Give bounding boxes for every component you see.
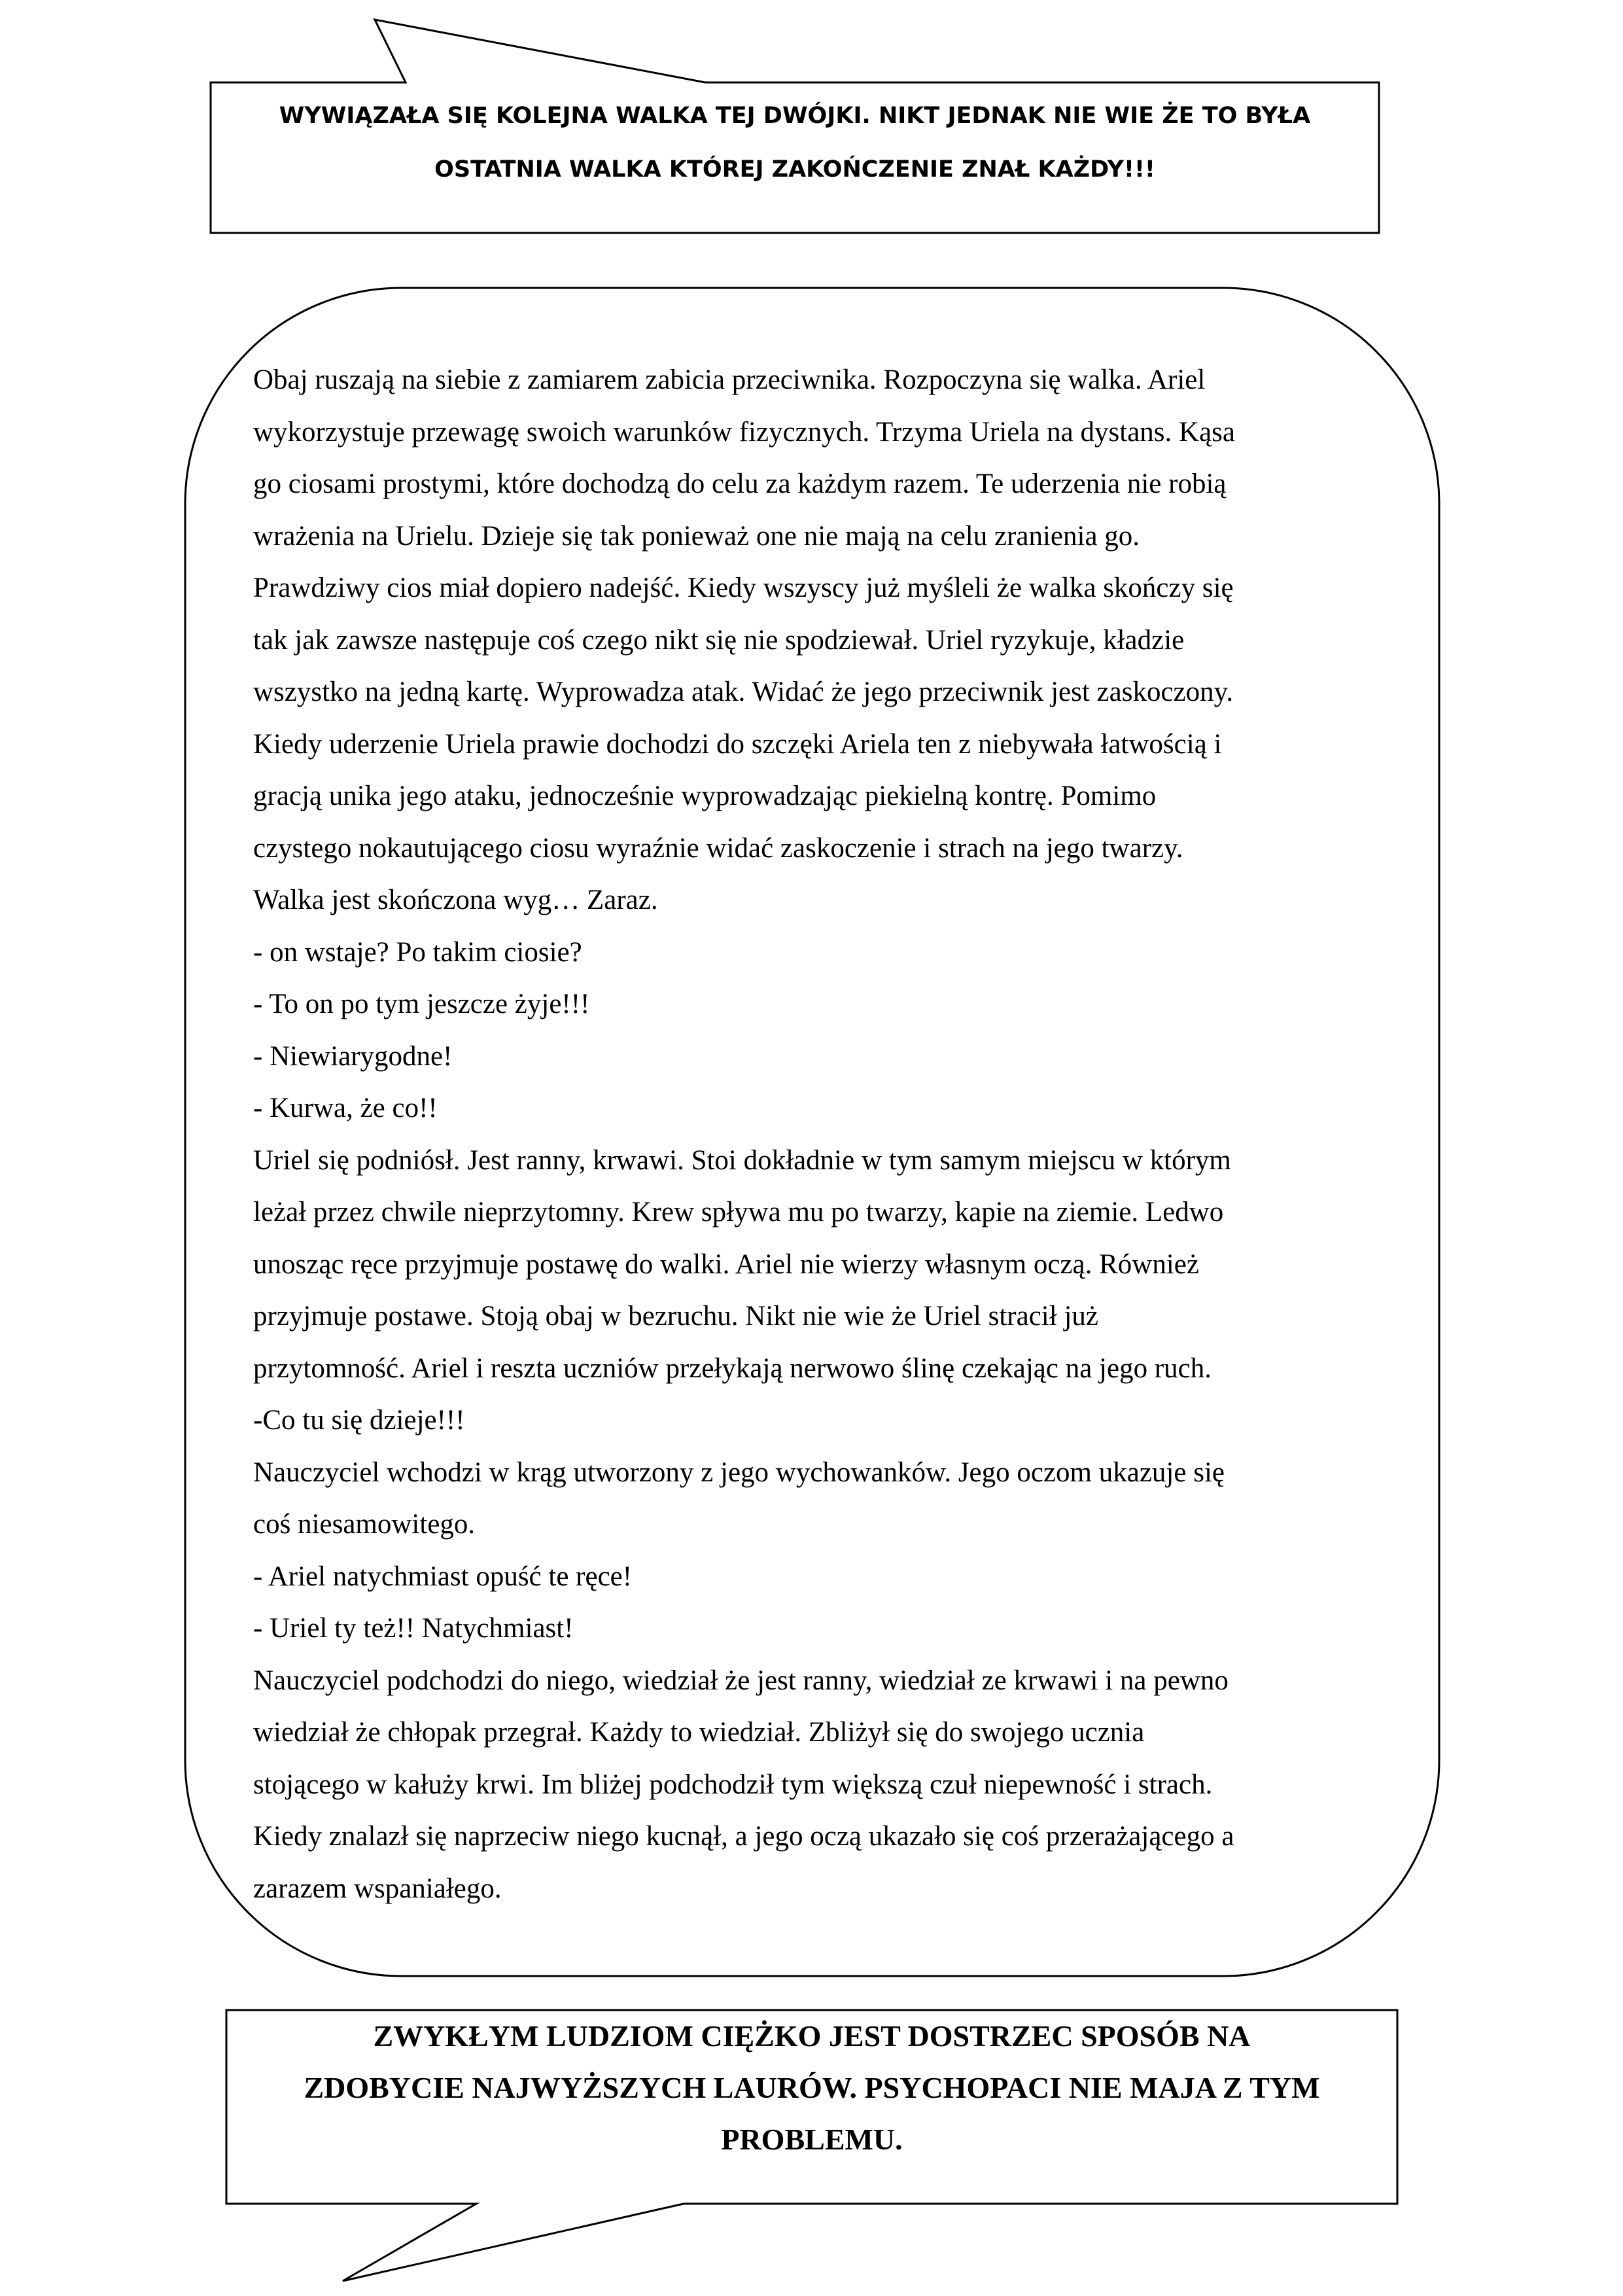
dialogue-line: - Kurwa, że co!! (253, 1093, 438, 1123)
story-line: wiedział że chłopak przegrał. Każdy to wiedział. Zbliżył się do swojego ucznia (253, 1717, 1145, 1748)
story-line: wrażenia na Urielu. Dzieje się tak ponieważ one nie mają na celu zranienia go. (253, 520, 1140, 552)
story-line: coś niesamowitego. (253, 1509, 476, 1540)
dialogue-line: - Ariel natychmiast opuść te ręce! (253, 1561, 633, 1592)
bottom-caption-line: PROBLEMU. (721, 2123, 903, 2156)
dialogue-line: - Niewiarygodne! (253, 1040, 453, 1072)
story-line: czystego nokautującego ciosu wyraźnie widać zaskoczenie i strach na jego twarzy. (253, 832, 1183, 864)
story-line: unosząc ręce przyjmuje postawę do walki. Ariel nie wierzy własnym oczą. Również (253, 1248, 1199, 1280)
story-line: Obaj ruszają na siebie z zamiarem zabicia przeciwnika. Rozpoczyna się walka. Ariel (253, 364, 1206, 395)
bottom-caption (226, 2010, 1397, 2165)
story-line: wykorzystuje przewagę swoich warunków fizycznych. Trzyma Uriela na dystans. Kąsa (253, 416, 1235, 448)
story-line: Nauczyciel wchodzi w krąg utworzony z jego wychowanków. Jego oczom ukazuje się (253, 1457, 1225, 1488)
dialogue-line: - To on po tym jeszcze żyje!!! (253, 989, 590, 1019)
bottom-caption-line: ZWYKŁYM LUDZIOM CIĘŻKO JEST DOSTRZEC SPOSÓB NA (373, 2019, 1251, 2053)
story-line: tak jak zawsze następuje coś czego nikt się nie spodziewał. Uriel ryzykuje, kładzie (253, 624, 1185, 656)
dialogue-line: -Co tu się dzieje!!! (253, 1405, 465, 1436)
story-line: zarazem wspaniałego. (253, 1873, 502, 1904)
story-line: Kiedy uderzenie Uriela prawie dochodzi do szczęki Ariela ten z niebywała łatwością i (253, 728, 1222, 760)
story-line: Kiedy znalazł się naprzeciw niego kucnął, a jego oczą ukazało się coś przerażającego a (253, 1821, 1234, 1852)
story-line: Uriel się podniósł. Jest ranny, krwawi. Stoi dokładnie w tym samym miejscu w którym (253, 1144, 1231, 1176)
story-line: leżał przez chwile nieprzytomny. Krew spływa mu po twarzy, kapie na ziemie. Ledwo (253, 1197, 1224, 1227)
story-line: Prawdziwy cios miał dopiero nadejść. Kiedy wszyscy już myśleli że walka skończy się (253, 573, 1234, 603)
dialogue-line: - on wstaje? Po takim ciosie? (253, 936, 582, 968)
dialogue-line: - Uriel ty też!! Natychmiast! (253, 1613, 574, 1644)
story-line: przyjmuje postawe. Stoją obaj w bezruchu. Nikt nie wie że Uriel stracił już (253, 1301, 1098, 1332)
top-caption-line: WYWIĄZAŁA SIĘ KOLEJNA WALKA TEJ DWÓJKI. NIKT JEDNAK NIE WIE ŻE TO BYŁA (279, 103, 1311, 129)
story-line: Nauczyciel podchodzi do niego, wiedział że jest ranny, wiedział ze krwawi i na pewno (253, 1665, 1229, 1696)
story-line: Walka jest skończona wyg… Zaraz. (253, 885, 658, 915)
top-caption (211, 82, 1379, 233)
story-line: wszystko na jedną kartę. Wyprowadza atak. Widać że jego przeciwnik jest zaskoczony. (253, 677, 1234, 707)
story-line: gracją unika jego ataku, jednocześnie wyprowadzając piekielną kontrę. Pomimo (253, 781, 1157, 811)
story-line: stojącego w kałuży krwi. Im bliżej podchodził tym większą czuł niepewność i strach. (253, 1769, 1213, 1800)
bottom-caption-line: ZDOBYCIE NAJWYŻSZYCH LAURÓW. PSYCHOPACI NIE MAJA Z TYM (304, 2071, 1320, 2104)
top-caption-line: OSTATNIA WALKA KTÓREJ ZAKOŃCZENIE ZNAŁ KAŻDY!!! (434, 156, 1155, 183)
story-text (253, 354, 1352, 1915)
story-line: go ciosami prostymi, które dochodzą do celu za każdym razem. Te uderzenia nie robią (253, 468, 1227, 499)
story-line: przytomność. Ariel i reszta uczniów przełykają nerwowo ślinę czekając na jego ruch. (253, 1352, 1212, 1384)
